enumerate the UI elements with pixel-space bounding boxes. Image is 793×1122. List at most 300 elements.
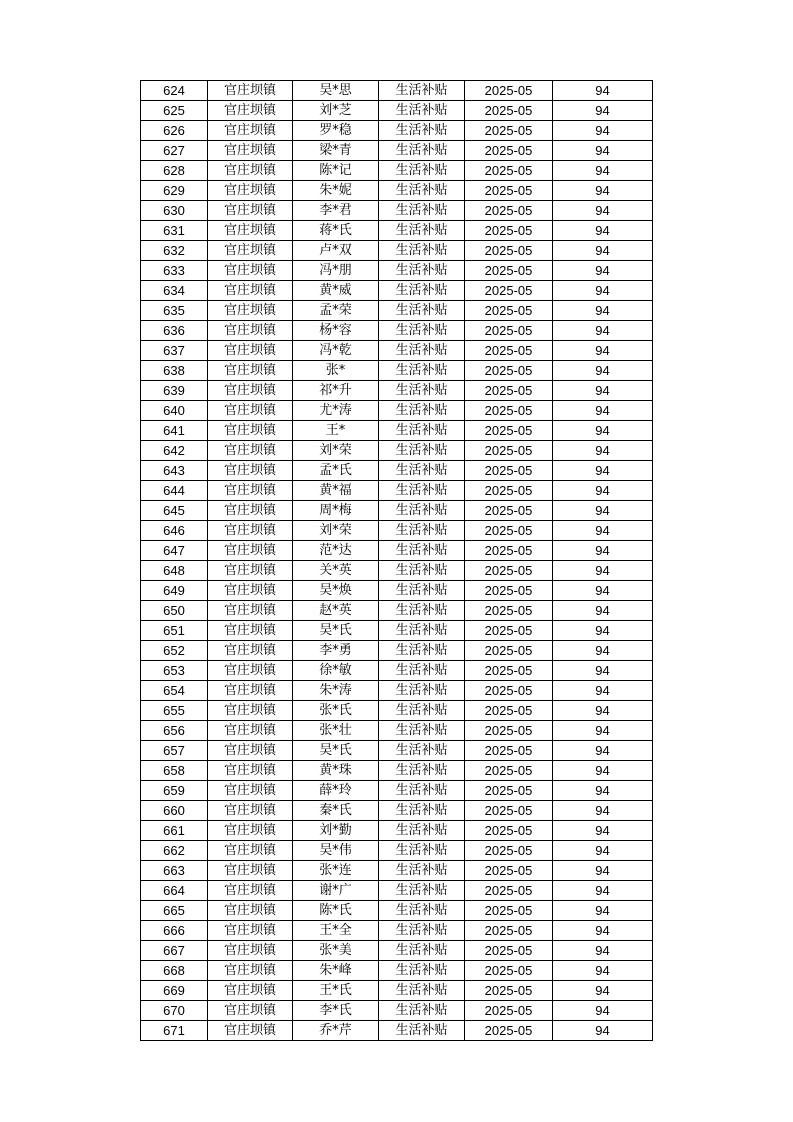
town-cell: 官庄坝镇 bbox=[208, 101, 293, 121]
table-row bbox=[141, 521, 653, 541]
amount-cell: 94 bbox=[553, 981, 653, 1001]
amount-cell: 94 bbox=[553, 721, 653, 741]
period-cell: 2025-05 bbox=[465, 581, 553, 601]
name-cell: 冯*乾 bbox=[293, 341, 379, 361]
amount-cell: 94 bbox=[553, 841, 653, 861]
town-cell: 官庄坝镇 bbox=[208, 1021, 293, 1041]
row-number-cell: 669 bbox=[141, 981, 208, 1001]
town-cell: 官庄坝镇 bbox=[208, 461, 293, 481]
period-cell: 2025-05 bbox=[465, 281, 553, 301]
period-cell: 2025-05 bbox=[465, 341, 553, 361]
subsidy-type-cell: 生活补贴 bbox=[379, 841, 465, 861]
name-cell: 张* bbox=[293, 361, 379, 381]
table-row bbox=[141, 921, 653, 941]
row-number-cell: 629 bbox=[141, 181, 208, 201]
period-cell: 2025-05 bbox=[465, 141, 553, 161]
name-cell: 刘*芝 bbox=[293, 101, 379, 121]
amount-cell: 94 bbox=[553, 821, 653, 841]
name-cell: 刘*荣 bbox=[293, 521, 379, 541]
subsidy-type-cell: 生活补贴 bbox=[379, 921, 465, 941]
town-cell: 官庄坝镇 bbox=[208, 121, 293, 141]
row-number-cell: 643 bbox=[141, 461, 208, 481]
period-cell: 2025-05 bbox=[465, 681, 553, 701]
period-cell: 2025-05 bbox=[465, 721, 553, 741]
subsidy-type-cell: 生活补贴 bbox=[379, 241, 465, 261]
table-row bbox=[141, 661, 653, 681]
table-row bbox=[141, 641, 653, 661]
subsidy-type-cell: 生活补贴 bbox=[379, 581, 465, 601]
row-number-cell: 651 bbox=[141, 621, 208, 641]
name-cell: 朱*峰 bbox=[293, 961, 379, 981]
period-cell: 2025-05 bbox=[465, 81, 553, 101]
row-number-cell: 628 bbox=[141, 161, 208, 181]
name-cell: 秦*氏 bbox=[293, 801, 379, 821]
town-cell: 官庄坝镇 bbox=[208, 641, 293, 661]
period-cell: 2025-05 bbox=[465, 561, 553, 581]
town-cell: 官庄坝镇 bbox=[208, 741, 293, 761]
row-number-cell: 627 bbox=[141, 141, 208, 161]
amount-cell: 94 bbox=[553, 941, 653, 961]
subsidy-type-cell: 生活补贴 bbox=[379, 901, 465, 921]
amount-cell: 94 bbox=[553, 161, 653, 181]
period-cell: 2025-05 bbox=[465, 1001, 553, 1021]
amount-cell: 94 bbox=[553, 761, 653, 781]
period-cell: 2025-05 bbox=[465, 261, 553, 281]
table-row bbox=[141, 761, 653, 781]
amount-cell: 94 bbox=[553, 81, 653, 101]
table-row bbox=[141, 81, 653, 101]
amount-cell: 94 bbox=[553, 1021, 653, 1041]
amount-cell: 94 bbox=[553, 601, 653, 621]
table-row bbox=[141, 821, 653, 841]
subsidy-type-cell: 生活补贴 bbox=[379, 281, 465, 301]
table-row bbox=[141, 681, 653, 701]
subsidy-type-cell: 生活补贴 bbox=[379, 601, 465, 621]
name-cell: 刘*勤 bbox=[293, 821, 379, 841]
amount-cell: 94 bbox=[553, 261, 653, 281]
subsidy-type-cell: 生活补贴 bbox=[379, 701, 465, 721]
name-cell: 王*氏 bbox=[293, 981, 379, 1001]
row-number-cell: 625 bbox=[141, 101, 208, 121]
row-number-cell: 650 bbox=[141, 601, 208, 621]
town-cell: 官庄坝镇 bbox=[208, 181, 293, 201]
subsidy-type-cell: 生活补贴 bbox=[379, 541, 465, 561]
period-cell: 2025-05 bbox=[465, 301, 553, 321]
town-cell: 官庄坝镇 bbox=[208, 381, 293, 401]
town-cell: 官庄坝镇 bbox=[208, 401, 293, 421]
subsidy-type-cell: 生活补贴 bbox=[379, 401, 465, 421]
amount-cell: 94 bbox=[553, 641, 653, 661]
table-row bbox=[141, 161, 653, 181]
name-cell: 卢*双 bbox=[293, 241, 379, 261]
subsidy-type-cell: 生活补贴 bbox=[379, 941, 465, 961]
amount-cell: 94 bbox=[553, 121, 653, 141]
row-number-cell: 639 bbox=[141, 381, 208, 401]
town-cell: 官庄坝镇 bbox=[208, 701, 293, 721]
amount-cell: 94 bbox=[553, 581, 653, 601]
period-cell: 2025-05 bbox=[465, 821, 553, 841]
amount-cell: 94 bbox=[553, 521, 653, 541]
name-cell: 蒋*氏 bbox=[293, 221, 379, 241]
period-cell: 2025-05 bbox=[465, 421, 553, 441]
row-number-cell: 662 bbox=[141, 841, 208, 861]
row-number-cell: 644 bbox=[141, 481, 208, 501]
table-row bbox=[141, 461, 653, 481]
subsidy-type-cell: 生活补贴 bbox=[379, 981, 465, 1001]
town-cell: 官庄坝镇 bbox=[208, 601, 293, 621]
name-cell: 刘*荣 bbox=[293, 441, 379, 461]
name-cell: 王*全 bbox=[293, 921, 379, 941]
amount-cell: 94 bbox=[553, 201, 653, 221]
table-row bbox=[141, 561, 653, 581]
row-number-cell: 646 bbox=[141, 521, 208, 541]
subsidy-type-cell: 生活补贴 bbox=[379, 421, 465, 441]
subsidy-type-cell: 生活补贴 bbox=[379, 1021, 465, 1041]
table-row bbox=[141, 261, 653, 281]
subsidy-type-cell: 生活补贴 bbox=[379, 801, 465, 821]
table-row bbox=[141, 321, 653, 341]
town-cell: 官庄坝镇 bbox=[208, 481, 293, 501]
town-cell: 官庄坝镇 bbox=[208, 901, 293, 921]
subsidy-type-cell: 生活补贴 bbox=[379, 881, 465, 901]
row-number-cell: 665 bbox=[141, 901, 208, 921]
name-cell: 赵*英 bbox=[293, 601, 379, 621]
name-cell: 陈*记 bbox=[293, 161, 379, 181]
period-cell: 2025-05 bbox=[465, 241, 553, 261]
period-cell: 2025-05 bbox=[465, 501, 553, 521]
row-number-cell: 633 bbox=[141, 261, 208, 281]
amount-cell: 94 bbox=[553, 1001, 653, 1021]
town-cell: 官庄坝镇 bbox=[208, 661, 293, 681]
amount-cell: 94 bbox=[553, 801, 653, 821]
town-cell: 官庄坝镇 bbox=[208, 621, 293, 641]
town-cell: 官庄坝镇 bbox=[208, 941, 293, 961]
town-cell: 官庄坝镇 bbox=[208, 761, 293, 781]
amount-cell: 94 bbox=[553, 741, 653, 761]
amount-cell: 94 bbox=[553, 621, 653, 641]
subsidy-type-cell: 生活补贴 bbox=[379, 561, 465, 581]
row-number-cell: 642 bbox=[141, 441, 208, 461]
name-cell: 谢*广 bbox=[293, 881, 379, 901]
town-cell: 官庄坝镇 bbox=[208, 881, 293, 901]
table-row bbox=[141, 841, 653, 861]
period-cell: 2025-05 bbox=[465, 461, 553, 481]
town-cell: 官庄坝镇 bbox=[208, 841, 293, 861]
amount-cell: 94 bbox=[553, 281, 653, 301]
subsidy-type-cell: 生活补贴 bbox=[379, 161, 465, 181]
town-cell: 官庄坝镇 bbox=[208, 441, 293, 461]
table-row bbox=[141, 601, 653, 621]
name-cell: 黄*威 bbox=[293, 281, 379, 301]
name-cell: 祁*升 bbox=[293, 381, 379, 401]
name-cell: 吴*氏 bbox=[293, 621, 379, 641]
row-number-cell: 637 bbox=[141, 341, 208, 361]
name-cell: 张*美 bbox=[293, 941, 379, 961]
town-cell: 官庄坝镇 bbox=[208, 1001, 293, 1021]
subsidy-type-cell: 生活补贴 bbox=[379, 521, 465, 541]
town-cell: 官庄坝镇 bbox=[208, 241, 293, 261]
town-cell: 官庄坝镇 bbox=[208, 341, 293, 361]
amount-cell: 94 bbox=[553, 401, 653, 421]
amount-cell: 94 bbox=[553, 141, 653, 161]
subsidy-type-cell: 生活补贴 bbox=[379, 261, 465, 281]
row-number-cell: 641 bbox=[141, 421, 208, 441]
town-cell: 官庄坝镇 bbox=[208, 501, 293, 521]
period-cell: 2025-05 bbox=[465, 761, 553, 781]
period-cell: 2025-05 bbox=[465, 601, 553, 621]
subsidy-type-cell: 生活补贴 bbox=[379, 681, 465, 701]
table-row bbox=[141, 741, 653, 761]
period-cell: 2025-05 bbox=[465, 201, 553, 221]
name-cell: 薛*玲 bbox=[293, 781, 379, 801]
town-cell: 官庄坝镇 bbox=[208, 981, 293, 1001]
table-row bbox=[141, 221, 653, 241]
name-cell: 梁*青 bbox=[293, 141, 379, 161]
table-row bbox=[141, 381, 653, 401]
subsidy-type-cell: 生活补贴 bbox=[379, 101, 465, 121]
table-row bbox=[141, 881, 653, 901]
table-row bbox=[141, 621, 653, 641]
row-number-cell: 631 bbox=[141, 221, 208, 241]
town-cell: 官庄坝镇 bbox=[208, 821, 293, 841]
subsidy-type-cell: 生活补贴 bbox=[379, 441, 465, 461]
subsidy-type-cell: 生活补贴 bbox=[379, 121, 465, 141]
amount-cell: 94 bbox=[553, 861, 653, 881]
name-cell: 吴*思 bbox=[293, 81, 379, 101]
table-row bbox=[141, 1021, 653, 1041]
table-row bbox=[141, 341, 653, 361]
name-cell: 范*达 bbox=[293, 541, 379, 561]
name-cell: 关*英 bbox=[293, 561, 379, 581]
period-cell: 2025-05 bbox=[465, 401, 553, 421]
table-row bbox=[141, 801, 653, 821]
row-number-cell: 671 bbox=[141, 1021, 208, 1041]
row-number-cell: 649 bbox=[141, 581, 208, 601]
town-cell: 官庄坝镇 bbox=[208, 541, 293, 561]
town-cell: 官庄坝镇 bbox=[208, 681, 293, 701]
table-row bbox=[141, 141, 653, 161]
row-number-cell: 635 bbox=[141, 301, 208, 321]
amount-cell: 94 bbox=[553, 421, 653, 441]
period-cell: 2025-05 bbox=[465, 481, 553, 501]
period-cell: 2025-05 bbox=[465, 641, 553, 661]
name-cell: 张*氏 bbox=[293, 701, 379, 721]
subsidy-type-cell: 生活补贴 bbox=[379, 1001, 465, 1021]
name-cell: 尤*涛 bbox=[293, 401, 379, 421]
amount-cell: 94 bbox=[553, 461, 653, 481]
name-cell: 朱*涛 bbox=[293, 681, 379, 701]
table-row bbox=[141, 101, 653, 121]
period-cell: 2025-05 bbox=[465, 101, 553, 121]
town-cell: 官庄坝镇 bbox=[208, 361, 293, 381]
subsidy-type-cell: 生活补贴 bbox=[379, 201, 465, 221]
name-cell: 孟*氏 bbox=[293, 461, 379, 481]
period-cell: 2025-05 bbox=[465, 961, 553, 981]
amount-cell: 94 bbox=[553, 681, 653, 701]
row-number-cell: 661 bbox=[141, 821, 208, 841]
table-row bbox=[141, 721, 653, 741]
town-cell: 官庄坝镇 bbox=[208, 201, 293, 221]
row-number-cell: 645 bbox=[141, 501, 208, 521]
subsidy-type-cell: 生活补贴 bbox=[379, 781, 465, 801]
name-cell: 张*壮 bbox=[293, 721, 379, 741]
subsidy-type-cell: 生活补贴 bbox=[379, 81, 465, 101]
table-row bbox=[141, 541, 653, 561]
subsidy-type-cell: 生活补贴 bbox=[379, 321, 465, 341]
name-cell: 冯*朋 bbox=[293, 261, 379, 281]
amount-cell: 94 bbox=[553, 221, 653, 241]
town-cell: 官庄坝镇 bbox=[208, 721, 293, 741]
period-cell: 2025-05 bbox=[465, 1021, 553, 1041]
table-row bbox=[141, 121, 653, 141]
town-cell: 官庄坝镇 bbox=[208, 781, 293, 801]
name-cell: 周*梅 bbox=[293, 501, 379, 521]
period-cell: 2025-05 bbox=[465, 221, 553, 241]
amount-cell: 94 bbox=[553, 381, 653, 401]
town-cell: 官庄坝镇 bbox=[208, 561, 293, 581]
town-cell: 官庄坝镇 bbox=[208, 281, 293, 301]
table-row bbox=[141, 981, 653, 1001]
table-row bbox=[141, 281, 653, 301]
town-cell: 官庄坝镇 bbox=[208, 221, 293, 241]
period-cell: 2025-05 bbox=[465, 121, 553, 141]
amount-cell: 94 bbox=[553, 881, 653, 901]
subsidy-type-cell: 生活补贴 bbox=[379, 721, 465, 741]
town-cell: 官庄坝镇 bbox=[208, 521, 293, 541]
table-body bbox=[141, 81, 653, 1041]
amount-cell: 94 bbox=[553, 301, 653, 321]
row-number-cell: 657 bbox=[141, 741, 208, 761]
period-cell: 2025-05 bbox=[465, 781, 553, 801]
period-cell: 2025-05 bbox=[465, 921, 553, 941]
table-row bbox=[141, 581, 653, 601]
row-number-cell: 658 bbox=[141, 761, 208, 781]
period-cell: 2025-05 bbox=[465, 161, 553, 181]
table-row bbox=[141, 421, 653, 441]
town-cell: 官庄坝镇 bbox=[208, 581, 293, 601]
period-cell: 2025-05 bbox=[465, 381, 553, 401]
table-row bbox=[141, 481, 653, 501]
period-cell: 2025-05 bbox=[465, 861, 553, 881]
name-cell: 黄*珠 bbox=[293, 761, 379, 781]
period-cell: 2025-05 bbox=[465, 521, 553, 541]
period-cell: 2025-05 bbox=[465, 841, 553, 861]
amount-cell: 94 bbox=[553, 101, 653, 121]
name-cell: 李*氏 bbox=[293, 1001, 379, 1021]
name-cell: 吴*焕 bbox=[293, 581, 379, 601]
subsidy-type-cell: 生活补贴 bbox=[379, 641, 465, 661]
subsidy-table bbox=[140, 80, 653, 1041]
row-number-cell: 666 bbox=[141, 921, 208, 941]
amount-cell: 94 bbox=[553, 501, 653, 521]
period-cell: 2025-05 bbox=[465, 701, 553, 721]
row-number-cell: 634 bbox=[141, 281, 208, 301]
subsidy-type-cell: 生活补贴 bbox=[379, 181, 465, 201]
town-cell: 官庄坝镇 bbox=[208, 301, 293, 321]
town-cell: 官庄坝镇 bbox=[208, 261, 293, 281]
name-cell: 张*连 bbox=[293, 861, 379, 881]
subsidy-type-cell: 生活补贴 bbox=[379, 821, 465, 841]
row-number-cell: 654 bbox=[141, 681, 208, 701]
row-number-cell: 663 bbox=[141, 861, 208, 881]
subsidy-type-cell: 生活补贴 bbox=[379, 141, 465, 161]
name-cell: 朱*妮 bbox=[293, 181, 379, 201]
period-cell: 2025-05 bbox=[465, 741, 553, 761]
name-cell: 乔*芹 bbox=[293, 1021, 379, 1041]
row-number-cell: 656 bbox=[141, 721, 208, 741]
amount-cell: 94 bbox=[553, 481, 653, 501]
row-number-cell: 653 bbox=[141, 661, 208, 681]
town-cell: 官庄坝镇 bbox=[208, 921, 293, 941]
row-number-cell: 640 bbox=[141, 401, 208, 421]
subsidy-type-cell: 生活补贴 bbox=[379, 621, 465, 641]
subsidy-type-cell: 生活补贴 bbox=[379, 221, 465, 241]
row-number-cell: 655 bbox=[141, 701, 208, 721]
period-cell: 2025-05 bbox=[465, 941, 553, 961]
period-cell: 2025-05 bbox=[465, 541, 553, 561]
name-cell: 黄*福 bbox=[293, 481, 379, 501]
row-number-cell: 660 bbox=[141, 801, 208, 821]
name-cell: 李*君 bbox=[293, 201, 379, 221]
table-row bbox=[141, 241, 653, 261]
table-row bbox=[141, 961, 653, 981]
row-number-cell: 667 bbox=[141, 941, 208, 961]
subsidy-type-cell: 生活补贴 bbox=[379, 661, 465, 681]
row-number-cell: 664 bbox=[141, 881, 208, 901]
period-cell: 2025-05 bbox=[465, 181, 553, 201]
town-cell: 官庄坝镇 bbox=[208, 801, 293, 821]
table-row bbox=[141, 781, 653, 801]
table-row bbox=[141, 501, 653, 521]
amount-cell: 94 bbox=[553, 441, 653, 461]
table-row bbox=[141, 901, 653, 921]
table-row bbox=[141, 181, 653, 201]
period-cell: 2025-05 bbox=[465, 981, 553, 1001]
amount-cell: 94 bbox=[553, 321, 653, 341]
subsidy-type-cell: 生活补贴 bbox=[379, 341, 465, 361]
name-cell: 陈*氏 bbox=[293, 901, 379, 921]
subsidy-type-cell: 生活补贴 bbox=[379, 501, 465, 521]
subsidy-type-cell: 生活补贴 bbox=[379, 861, 465, 881]
table-row bbox=[141, 701, 653, 721]
row-number-cell: 626 bbox=[141, 121, 208, 141]
amount-cell: 94 bbox=[553, 241, 653, 261]
period-cell: 2025-05 bbox=[465, 621, 553, 641]
town-cell: 官庄坝镇 bbox=[208, 861, 293, 881]
name-cell: 吴*伟 bbox=[293, 841, 379, 861]
amount-cell: 94 bbox=[553, 361, 653, 381]
town-cell: 官庄坝镇 bbox=[208, 81, 293, 101]
period-cell: 2025-05 bbox=[465, 901, 553, 921]
name-cell: 杨*容 bbox=[293, 321, 379, 341]
row-number-cell: 659 bbox=[141, 781, 208, 801]
period-cell: 2025-05 bbox=[465, 801, 553, 821]
amount-cell: 94 bbox=[553, 961, 653, 981]
table-row bbox=[141, 1001, 653, 1021]
row-number-cell: 624 bbox=[141, 81, 208, 101]
amount-cell: 94 bbox=[553, 561, 653, 581]
period-cell: 2025-05 bbox=[465, 441, 553, 461]
subsidy-type-cell: 生活补贴 bbox=[379, 361, 465, 381]
amount-cell: 94 bbox=[553, 181, 653, 201]
amount-cell: 94 bbox=[553, 341, 653, 361]
row-number-cell: 647 bbox=[141, 541, 208, 561]
town-cell: 官庄坝镇 bbox=[208, 141, 293, 161]
period-cell: 2025-05 bbox=[465, 881, 553, 901]
table-row bbox=[141, 441, 653, 461]
subsidy-type-cell: 生活补贴 bbox=[379, 461, 465, 481]
period-cell: 2025-05 bbox=[465, 661, 553, 681]
